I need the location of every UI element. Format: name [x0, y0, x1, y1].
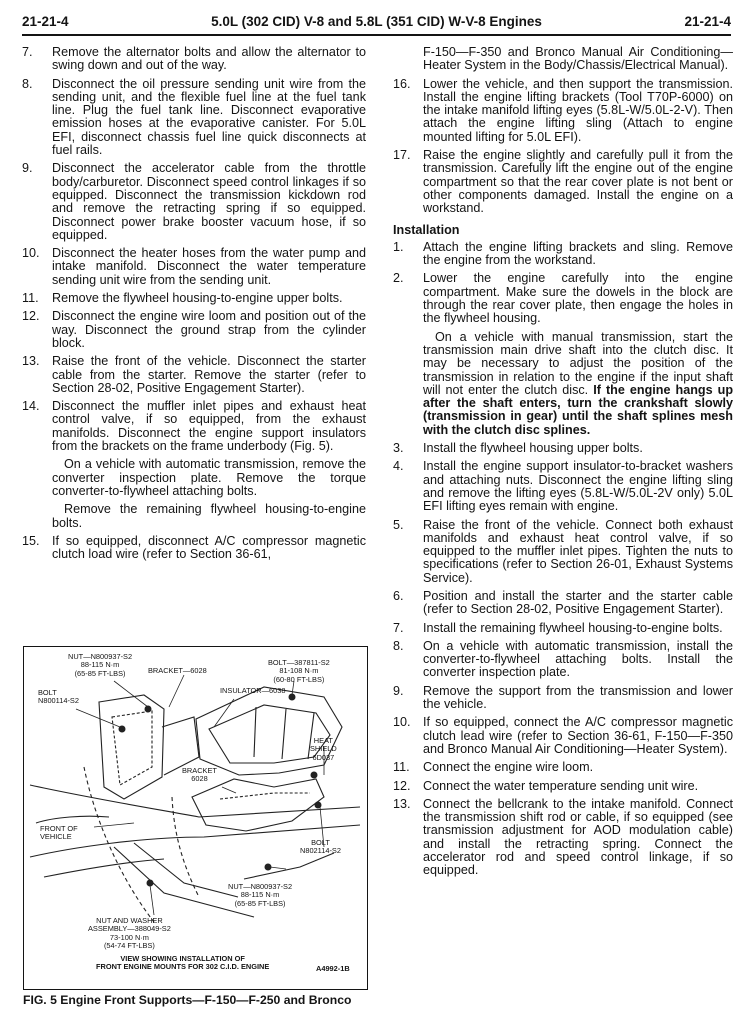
step-text: Lower the engine carefully into the engine compartment. Make sure the dowels in the block are through the rear cover plate, then engage the holes in the flywheel housing.	[423, 271, 733, 326]
step-text: If so equipped, connect the A/C compressor magnetic clutch lead wire (refer to Section 36-61, F-150—F-350 and Bronco Manual Air Conditioning—Heater System).	[423, 715, 733, 756]
callout-insulator: INSULATOR—6038	[220, 686, 286, 695]
removal-step	[22, 310, 366, 350]
callout-nut-top: NUT—N800937-S2 88-115 N·m (65-85 FT-LBS)	[68, 652, 133, 678]
step-number: 3.	[393, 441, 404, 456]
step-text: Raise the front of the vehicle. Connect both exhaust manifolds and exhaust heat control valve, if so equipped to the muffler inlet pipes. Tighten the nuts to specifications (refer to Section 26-01, Exhaust Systems Service).	[423, 517, 733, 585]
step-text: Disconnect the engine wire loom and position out of the way. Disconnect the ground strap from the cylinder block.	[52, 309, 366, 350]
step-number: 14.	[22, 399, 40, 414]
step-text: On a vehicle with automatic transmission, install the converter-to-flywheel attaching bolts. Install the converter inspection plate.	[423, 638, 733, 680]
step-number: 2.	[393, 271, 404, 286]
install-step	[393, 716, 733, 756]
step-text: Install the engine support insulator-to-bracket washers and attaching nuts. Disconnect the engine lifting sling and remove the lifting eyes (5.8L-W/5.0L-2V only) 5.0L EFI lifting eyes remain with engine.	[423, 459, 733, 514]
paragraph: On a vehicle with automatic transmission, remove the converter inspection plate. Remove the torque converter-to-flywheel attaching bolts.	[52, 457, 366, 498]
install-step	[393, 272, 733, 325]
step-number: 4.	[393, 459, 404, 474]
step-text: Connect the water temperature sending unit wire.	[423, 778, 699, 793]
install-step	[393, 622, 733, 635]
step-text: Install the remaining flywheel housing-to-engine bolts.	[423, 620, 723, 635]
step-number: 13.	[393, 796, 411, 811]
callout-bolt-top-right: BOLT—387811-S2 81-108 N·m (60-80 FT-LBS)	[268, 658, 330, 684]
install-step	[393, 442, 733, 455]
removal-step	[22, 46, 366, 73]
callout-bracket-mid: BRACKET 6028	[182, 766, 217, 784]
removal-step	[22, 78, 366, 158]
step-number: 13.	[22, 354, 40, 369]
step-text: Connect the engine wire loom.	[423, 760, 594, 775]
figure-code: A4992-1B	[316, 964, 350, 973]
step-number: 9.	[22, 161, 33, 176]
page-title: 5.0L (302 CID) V-8 and 5.8L (351 CID) W-V-8 Engines	[211, 14, 542, 29]
continued-text: F-150—F-350 and Bronco Manual Air Conditioning—Heater System in the Body/Chassis/Electrical Manual).	[423, 45, 733, 73]
paragraph: Remove the remaining flywheel housing-to-engine bolts.	[52, 502, 366, 530]
step-text: Disconnect the heater hoses from the water pump and intake manifold. Disconnect the water temperature sending unit wire from the sending unit.	[52, 246, 366, 287]
callout-bracket-top: BRACKET—6028	[148, 666, 207, 675]
removal-step	[393, 149, 733, 215]
left-column	[22, 46, 366, 566]
step-text: Remove the support from the transmission and lower the vehicle.	[423, 683, 733, 712]
step-text: Disconnect the muffler inlet pipes and exhaust heat control valve, if so equipped, from the exhaust manifolds. Disconnect the engine support insulators from the brackets on the frame underbody (Fig. 5).	[52, 399, 366, 454]
install-step	[393, 798, 733, 878]
step-number: 1.	[393, 239, 404, 254]
step-number: 10.	[22, 246, 40, 261]
removal-step	[22, 535, 366, 562]
removal-step	[22, 247, 366, 287]
step-text: Disconnect the accelerator cable from the throttle body/carburetor. Disconnect speed control linkages if so equipped. Disconnect the transmission kickdown rod and remove the retracting spring if so equipped. Disconnect power brake booster vacuum hose, if so equipped.	[52, 161, 366, 242]
installation-heading: Installation	[393, 222, 460, 237]
page-header	[22, 8, 731, 36]
step-text: Install the flywheel housing upper bolts.	[423, 441, 643, 456]
install-step	[393, 761, 733, 774]
callout-bolt-right: BOLT N802114-S2	[300, 838, 341, 856]
step-number: 15.	[22, 533, 40, 548]
step-number: 9.	[393, 683, 404, 698]
step-text: Raise the engine slightly and carefully pull it from the transmission. Carefully lift the engine out of the engine compartment so that the rear cover plate is not bent or other components damaged. Install the engine on a workstand.	[423, 148, 733, 216]
figure-engine-front-supports	[23, 646, 368, 990]
removal-step	[22, 162, 366, 242]
right-column	[393, 46, 733, 883]
install-step	[393, 685, 733, 712]
step-number: 12.	[393, 778, 411, 793]
page-number-left: 21-21-4	[22, 14, 69, 29]
step-text: Disconnect the oil pressure sending unit wire from the sending unit, and the flexible fuel line at the fuel tank line. Plug the fuel tank line. Disconnect evaporative emission hoses at the evaporative canister. For 5.0L EFI, disconnect chassis fuel line quick disconnects at fuel rails.	[52, 76, 366, 158]
warning-text: If the engine hangs up after the shaft enters, turn the crankshaft slowly (transmission in gear) until the shaft splines mesh with the clutch disc splines.	[423, 382, 734, 437]
step-text: Lower the vehicle, and then support the transmission. Install the engine lifting brackets (Tool T70P-6000) on the intake manifold lifting eyes (5.8L-W/5.0L-2-V). Then attach the engine lifting sling (Attach to engine mounted lifting for 5.0L EFI).	[423, 76, 733, 144]
removal-step	[393, 78, 733, 144]
step-number: 11.	[393, 760, 410, 775]
step-number: 10.	[393, 715, 411, 730]
install-step	[393, 590, 733, 617]
install-step	[393, 460, 733, 513]
step-number: 8.	[393, 638, 404, 653]
step-number: 8.	[22, 76, 33, 91]
step-text: Remove the alternator bolts and allow the alternator to swing down and out of the way.	[52, 45, 366, 73]
install-step	[393, 241, 733, 268]
callout-heat-shield: HEAT SHIELD 6D037	[310, 736, 337, 762]
removal-step	[22, 292, 366, 305]
step-text: Raise the front of the vehicle. Disconnect the starter cable from the starter. Remove the starter (refer to Section 28-02, Positive Engagement Starter).	[52, 354, 366, 395]
paragraph	[393, 331, 733, 437]
step-text: Position and install the starter and the starter cable (refer to Section 28-02, Positive Engagement Starter).	[423, 588, 733, 617]
step-number: 7.	[393, 620, 404, 635]
install-step	[393, 640, 733, 680]
step-number: 5.	[393, 517, 404, 532]
removal-step	[22, 355, 366, 395]
install-step	[393, 519, 733, 585]
step-number: 7.	[22, 45, 33, 59]
step-text: Remove the flywheel housing-to-engine upper bolts.	[52, 291, 343, 306]
step-number: 11.	[22, 291, 39, 306]
step-text: Connect the bellcrank to the intake manifold. Connect the transmission shift rod or cable, if so equipped (see transmission adjustment for AOD modulation cable) and install the retracting spring. Connect the accelerator rod and speed control linkage, if so equipped.	[423, 796, 733, 878]
callout-nut-washer: NUT AND WASHER ASSEMBLY—388049-S2 73-100 N·m (54-74 FT-LBS)	[88, 916, 171, 951]
step-number: 12.	[22, 309, 40, 324]
paragraph-text: On a vehicle with manual transmission, start the transmission main drive shaft into the clutch disc. It may be necessary to adjust the position of the transmission in relation to the engine if the input shaft will not enter the clutch disc.	[423, 329, 733, 397]
callout-front-of-vehicle: FRONT OF VEHICLE	[40, 824, 78, 842]
step-number: 17.	[393, 148, 411, 163]
figure-view-caption: VIEW SHOWING INSTALLATION OF FRONT ENGINE MOUNTS FOR 302 C.I.D. ENGINE	[96, 954, 270, 972]
callout-bolt-left: BOLT N800114-S2	[38, 688, 79, 706]
figure-caption: FIG. 5 Engine Front Supports—F-150—F-250 and Bronco	[23, 993, 352, 1007]
step-text: If so equipped, disconnect A/C compressor magnetic clutch load wire (refer to Section 36-61,	[52, 533, 366, 562]
removal-step	[22, 400, 366, 453]
step-number: 16.	[393, 76, 411, 91]
step-number: 6.	[393, 588, 404, 603]
callout-nut-bottom: NUT—N800937-S2 88-115 N·m (65-85 FT-LBS)	[228, 882, 293, 908]
install-step	[393, 780, 733, 793]
page-number-right: 21-21-4	[684, 14, 731, 29]
step-text: Attach the engine lifting brackets and sling. Remove the engine from the workstand.	[423, 239, 733, 268]
